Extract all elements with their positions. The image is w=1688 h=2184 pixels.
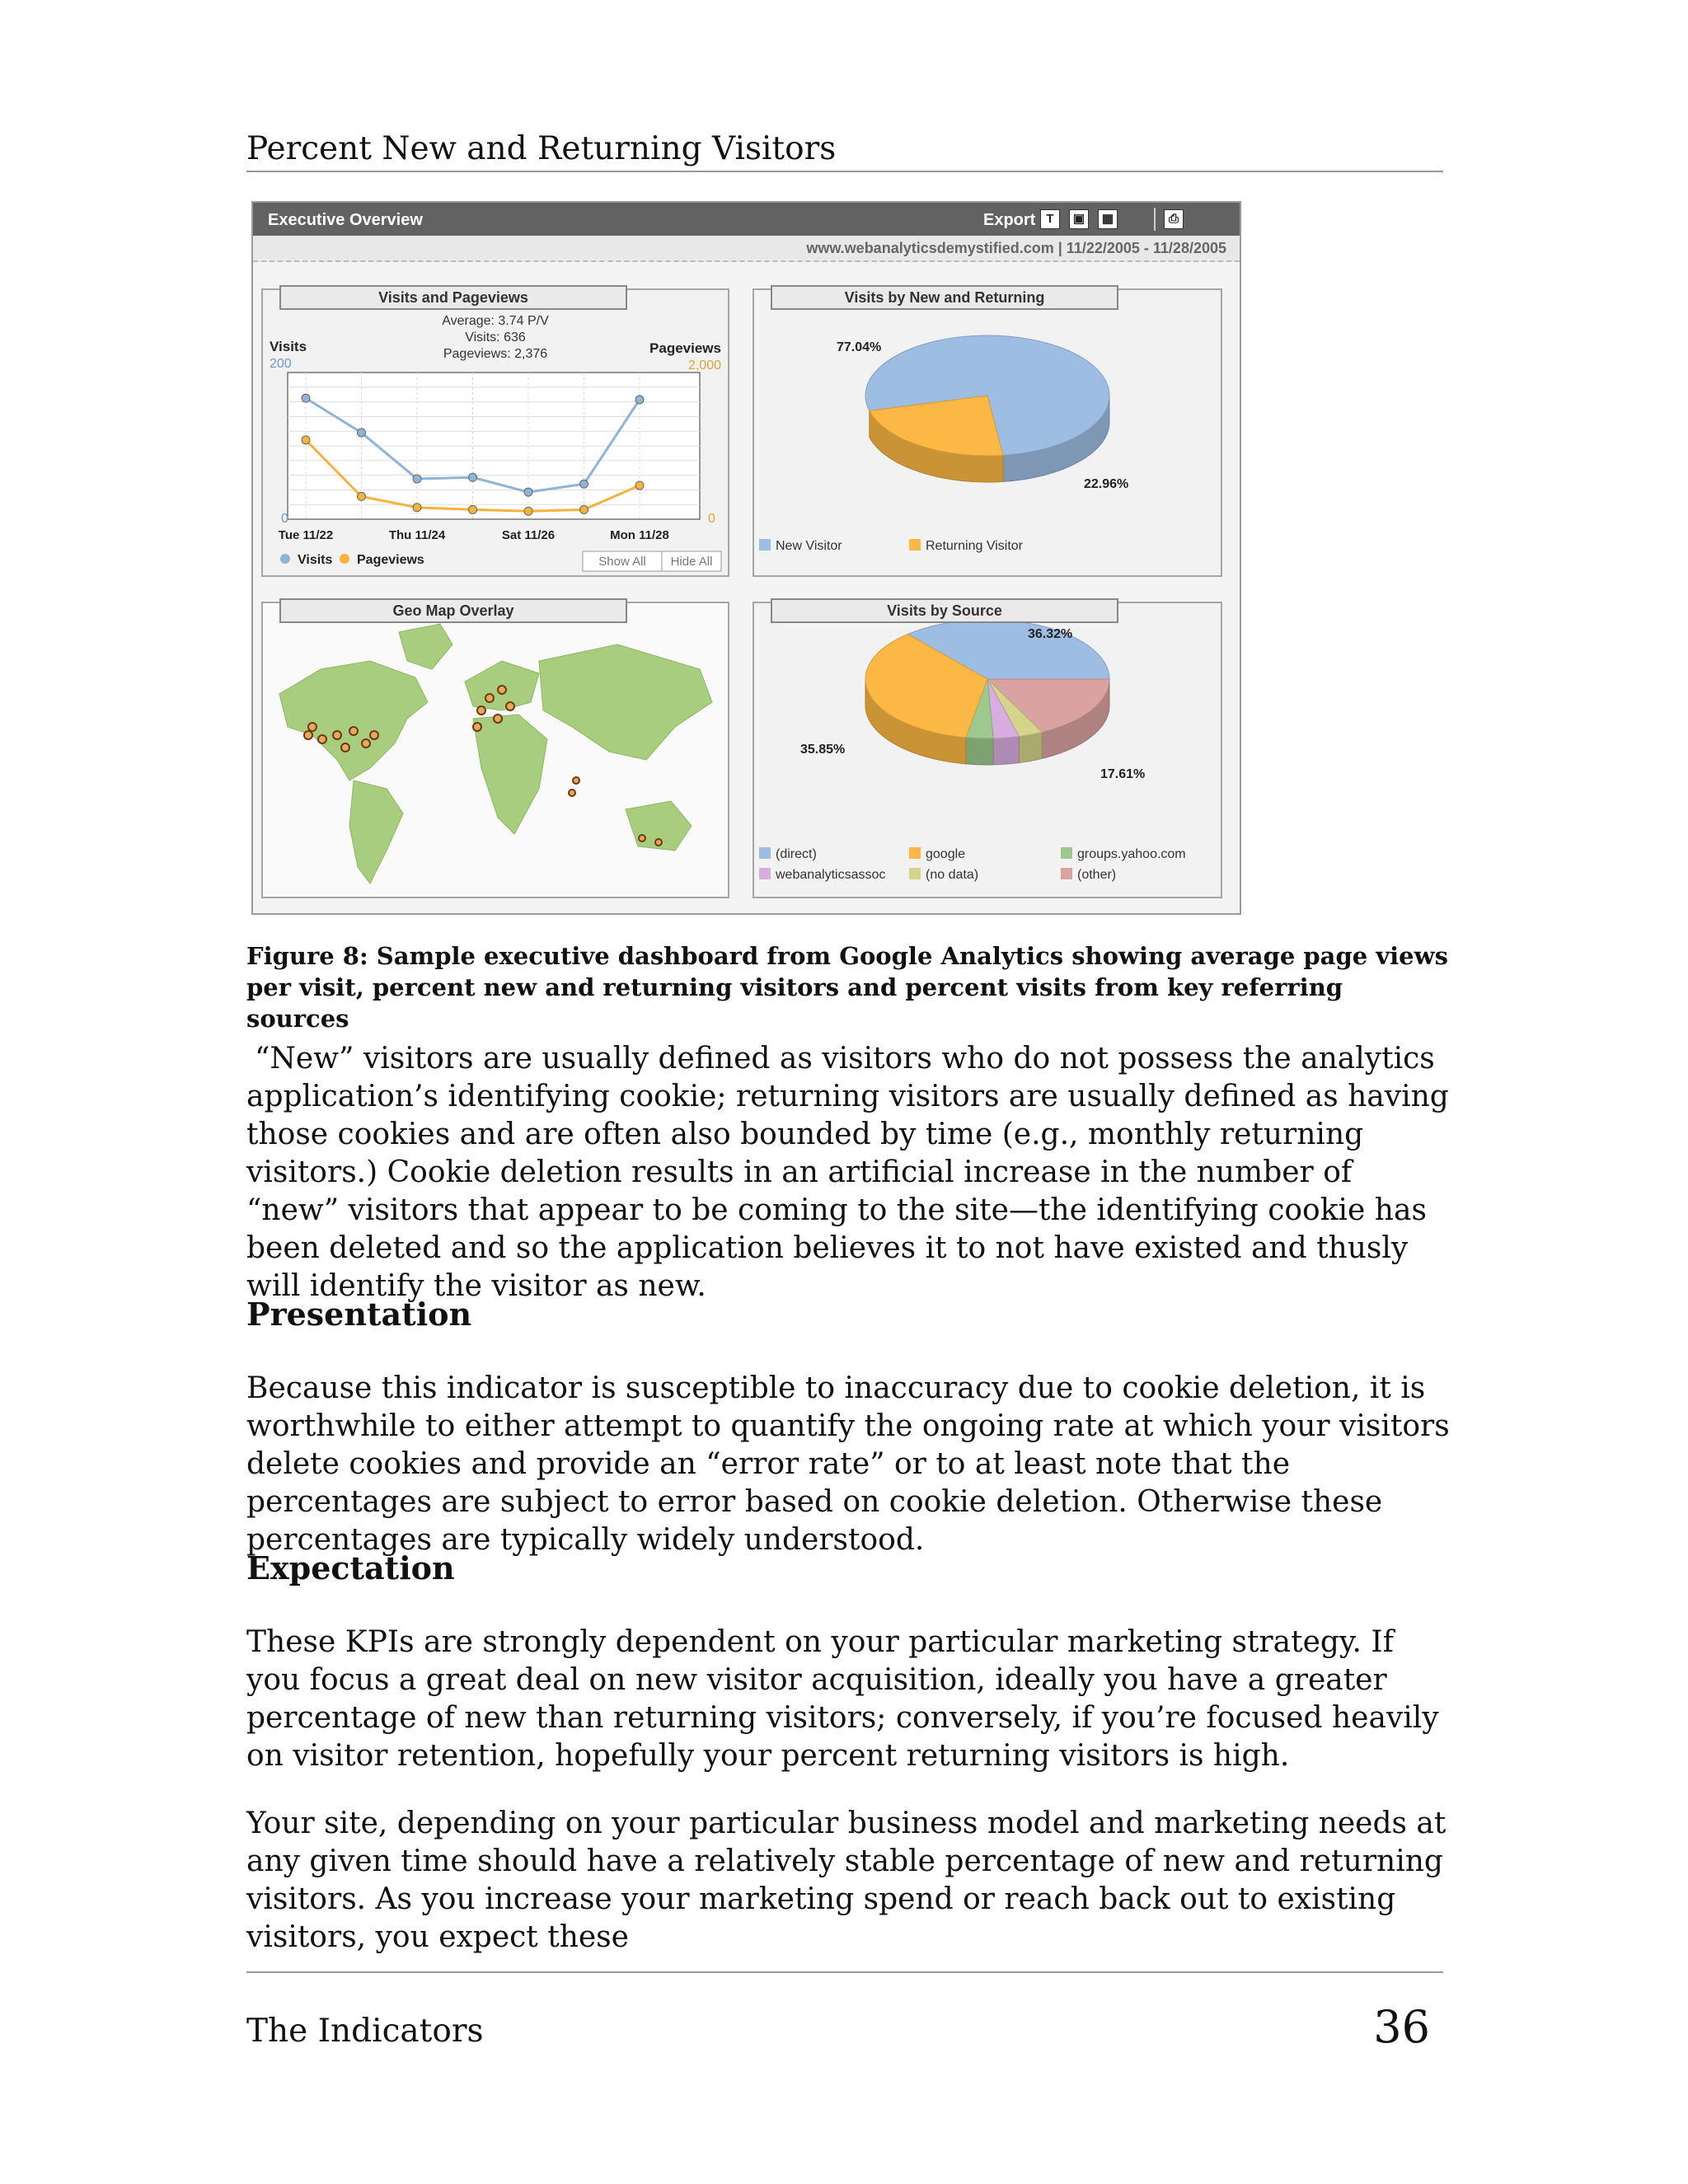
legend-returning-swatch (909, 539, 921, 551)
visits-pageviews-panel (261, 288, 729, 577)
pageviews-total: Pageviews: 2,376 (443, 347, 548, 361)
legend-pageviews: Pageviews (357, 553, 424, 567)
legend-visits-swatch (280, 554, 290, 564)
dashboard-screenshot (251, 201, 1241, 915)
legend-webanalyticsassoc: webanalyticsassoc (776, 868, 886, 882)
point-pageviews (469, 505, 477, 513)
legend-yahoo-swatch (1061, 847, 1072, 859)
other-pct: 17.61% (1100, 767, 1146, 781)
left-axis-max: 200 (270, 357, 292, 371)
map-africa (473, 715, 547, 834)
x-label-tue: Tue 11/22 (278, 528, 334, 542)
page-number: 36 (1373, 2001, 1430, 2053)
x-label-mon: Mon 11/28 (610, 528, 669, 542)
legend-direct: (direct) (776, 847, 817, 861)
point-pageviews (413, 504, 421, 512)
spreadsheet-export-icon[interactable]: ▦ (1098, 209, 1118, 229)
legend-visits: Visits (298, 553, 333, 567)
map-south-america (349, 780, 403, 883)
legend-new-visitor: New Visitor (776, 539, 842, 553)
figure-caption: Figure 8: Sample executive dashboard from Google Analytics showing average page views per visit, percent new and returning visitors and percent visits from key referring sources (246, 942, 1448, 1033)
left-axis-label: Visits (270, 339, 307, 354)
export-label: Export (983, 211, 1036, 229)
header-rule (246, 171, 1443, 172)
source-panel-tab: Visits by Source (771, 598, 1118, 623)
legend-waa-swatch (759, 868, 771, 879)
footer-section-title: The Indicators (246, 2013, 484, 2050)
legend-new-swatch (759, 539, 771, 551)
map-greenland (399, 624, 452, 669)
paragraph-presentation: Because this indicator is susceptible to inaccuracy due to cookie deletion, it is worthwhile to either attempt to quantify the ongoing rate at which your visitors delete cookies and provide an “error rate” or to at least note that the percentages are subject to error based on cookie deletion. Otherwise these percentages are typically widely understood. (246, 1371, 1450, 1557)
legend-google-swatch (909, 847, 921, 859)
right-axis-label: Pageviews (649, 340, 721, 356)
map-north-america (279, 661, 428, 780)
dashboard-title: Executive Overview (268, 211, 423, 229)
legend-no-data: (no data) (926, 868, 979, 882)
geo-map-panel (261, 602, 729, 898)
image-export-icon[interactable]: ▣ (1069, 209, 1089, 229)
visits-panel-tab: Visits and Pageviews (279, 285, 627, 310)
legend-other: (other) (1077, 868, 1117, 882)
point-pageviews (635, 481, 644, 490)
visits-total: Visits: 636 (465, 330, 526, 344)
returning-visitor-pct: 22.96% (1084, 477, 1129, 491)
hide-all-label: Hide All (670, 555, 713, 569)
source-pie (754, 603, 1221, 897)
world-map (263, 603, 728, 897)
paragraph-expectation: These KPIs are strongly dependent on your particular marketing strategy. If you focus a great deal on new visitor acquisition, ideally you have a greater percentage of new than returning visitors; conversely, if you’re focused heavily on visitor retention, hopefully your percent returning visitors is high. (246, 1625, 1439, 1773)
new-returning-pie (754, 290, 1221, 575)
right-axis-min: 0 (708, 512, 715, 526)
paragraph-new-visitors: “New” visitors are usually defined as visitors who do not possess the analytics application’s identifying cookie; returning visitors are usually defined as having those cookies and are often also bounded by time (e.g., monthly returning visitors.) Cookie deletion results in an artificial increase in the number of “new” visitors that appear to be coming to the site—the identifying cookie has been deleted and so the application believes it to not have existed and thusly will identify the visitor as new. (246, 1042, 1449, 1303)
dashboard-title-bar (253, 203, 1240, 236)
geo-map-panel-tab: Geo Map Overlay (279, 598, 627, 623)
point-visits (358, 429, 366, 437)
pie-side-webanalyticsassoc (993, 737, 1019, 765)
site-range: www.webanalyticsdemystified.com | 11/22/2005 - 11/28/2005 (806, 240, 1226, 256)
new-returning-panel (753, 288, 1222, 577)
google-pct: 35.85% (800, 743, 846, 757)
x-label-thu: Thu 11/24 (388, 528, 446, 542)
point-visits (635, 396, 644, 404)
toolbar-separator (1154, 208, 1156, 231)
legend-other-swatch (1061, 868, 1072, 879)
point-visits (302, 394, 310, 402)
legend-google: google (926, 847, 966, 861)
point-visits (413, 475, 421, 483)
pie-side-no-data (1019, 732, 1042, 762)
legend-direct-swatch (759, 847, 771, 859)
heading-expectation: Expectation (246, 1549, 455, 1586)
x-label-sat: Sat 11/26 (501, 528, 556, 542)
point-pageviews (302, 436, 310, 444)
pie-side-groups-yahoo (966, 738, 993, 765)
point-pageviews (524, 507, 532, 515)
legend-groups-yahoo: groups.yahoo.com (1077, 847, 1186, 861)
average-pv: Average: 3.74 P/V (442, 314, 549, 328)
new-visitor-pct: 77.04% (837, 340, 882, 354)
text-export-icon[interactable]: T (1040, 209, 1060, 229)
right-axis-max: 2,000 (687, 359, 721, 373)
direct-pct: 36.32% (1028, 627, 1073, 641)
left-axis-min: 0 (281, 512, 288, 526)
site-range-bar (253, 236, 1240, 262)
visits-by-source-panel (753, 602, 1222, 898)
point-visits (580, 480, 588, 488)
visits-line-chart (263, 290, 728, 575)
heading-presentation: Presentation (246, 1296, 472, 1333)
print-icon[interactable]: ⎙ (1164, 209, 1184, 229)
footer-rule (246, 1971, 1443, 1973)
point-pageviews (580, 505, 588, 513)
legend-returning-visitor: Returning Visitor (926, 539, 1023, 553)
show-all-label: Show All (598, 555, 646, 569)
point-pageviews (358, 492, 366, 500)
new-returning-panel-tab: Visits by New and Returning (771, 285, 1118, 310)
page-header-title: Percent New and Returning Visitors (246, 130, 837, 167)
legend-nodata-swatch (909, 868, 921, 879)
paragraph-stability: Your site, depending on your particular business model and marketing needs at any given time should have a relatively stable percentage of new and returning visitors. As you increase your marketing spend or reach back out to existing visitors, you expect these (246, 1807, 1447, 1954)
point-visits (524, 488, 532, 496)
map-asia (539, 644, 712, 760)
legend-pageviews-swatch (340, 554, 349, 564)
point-visits (469, 473, 477, 481)
